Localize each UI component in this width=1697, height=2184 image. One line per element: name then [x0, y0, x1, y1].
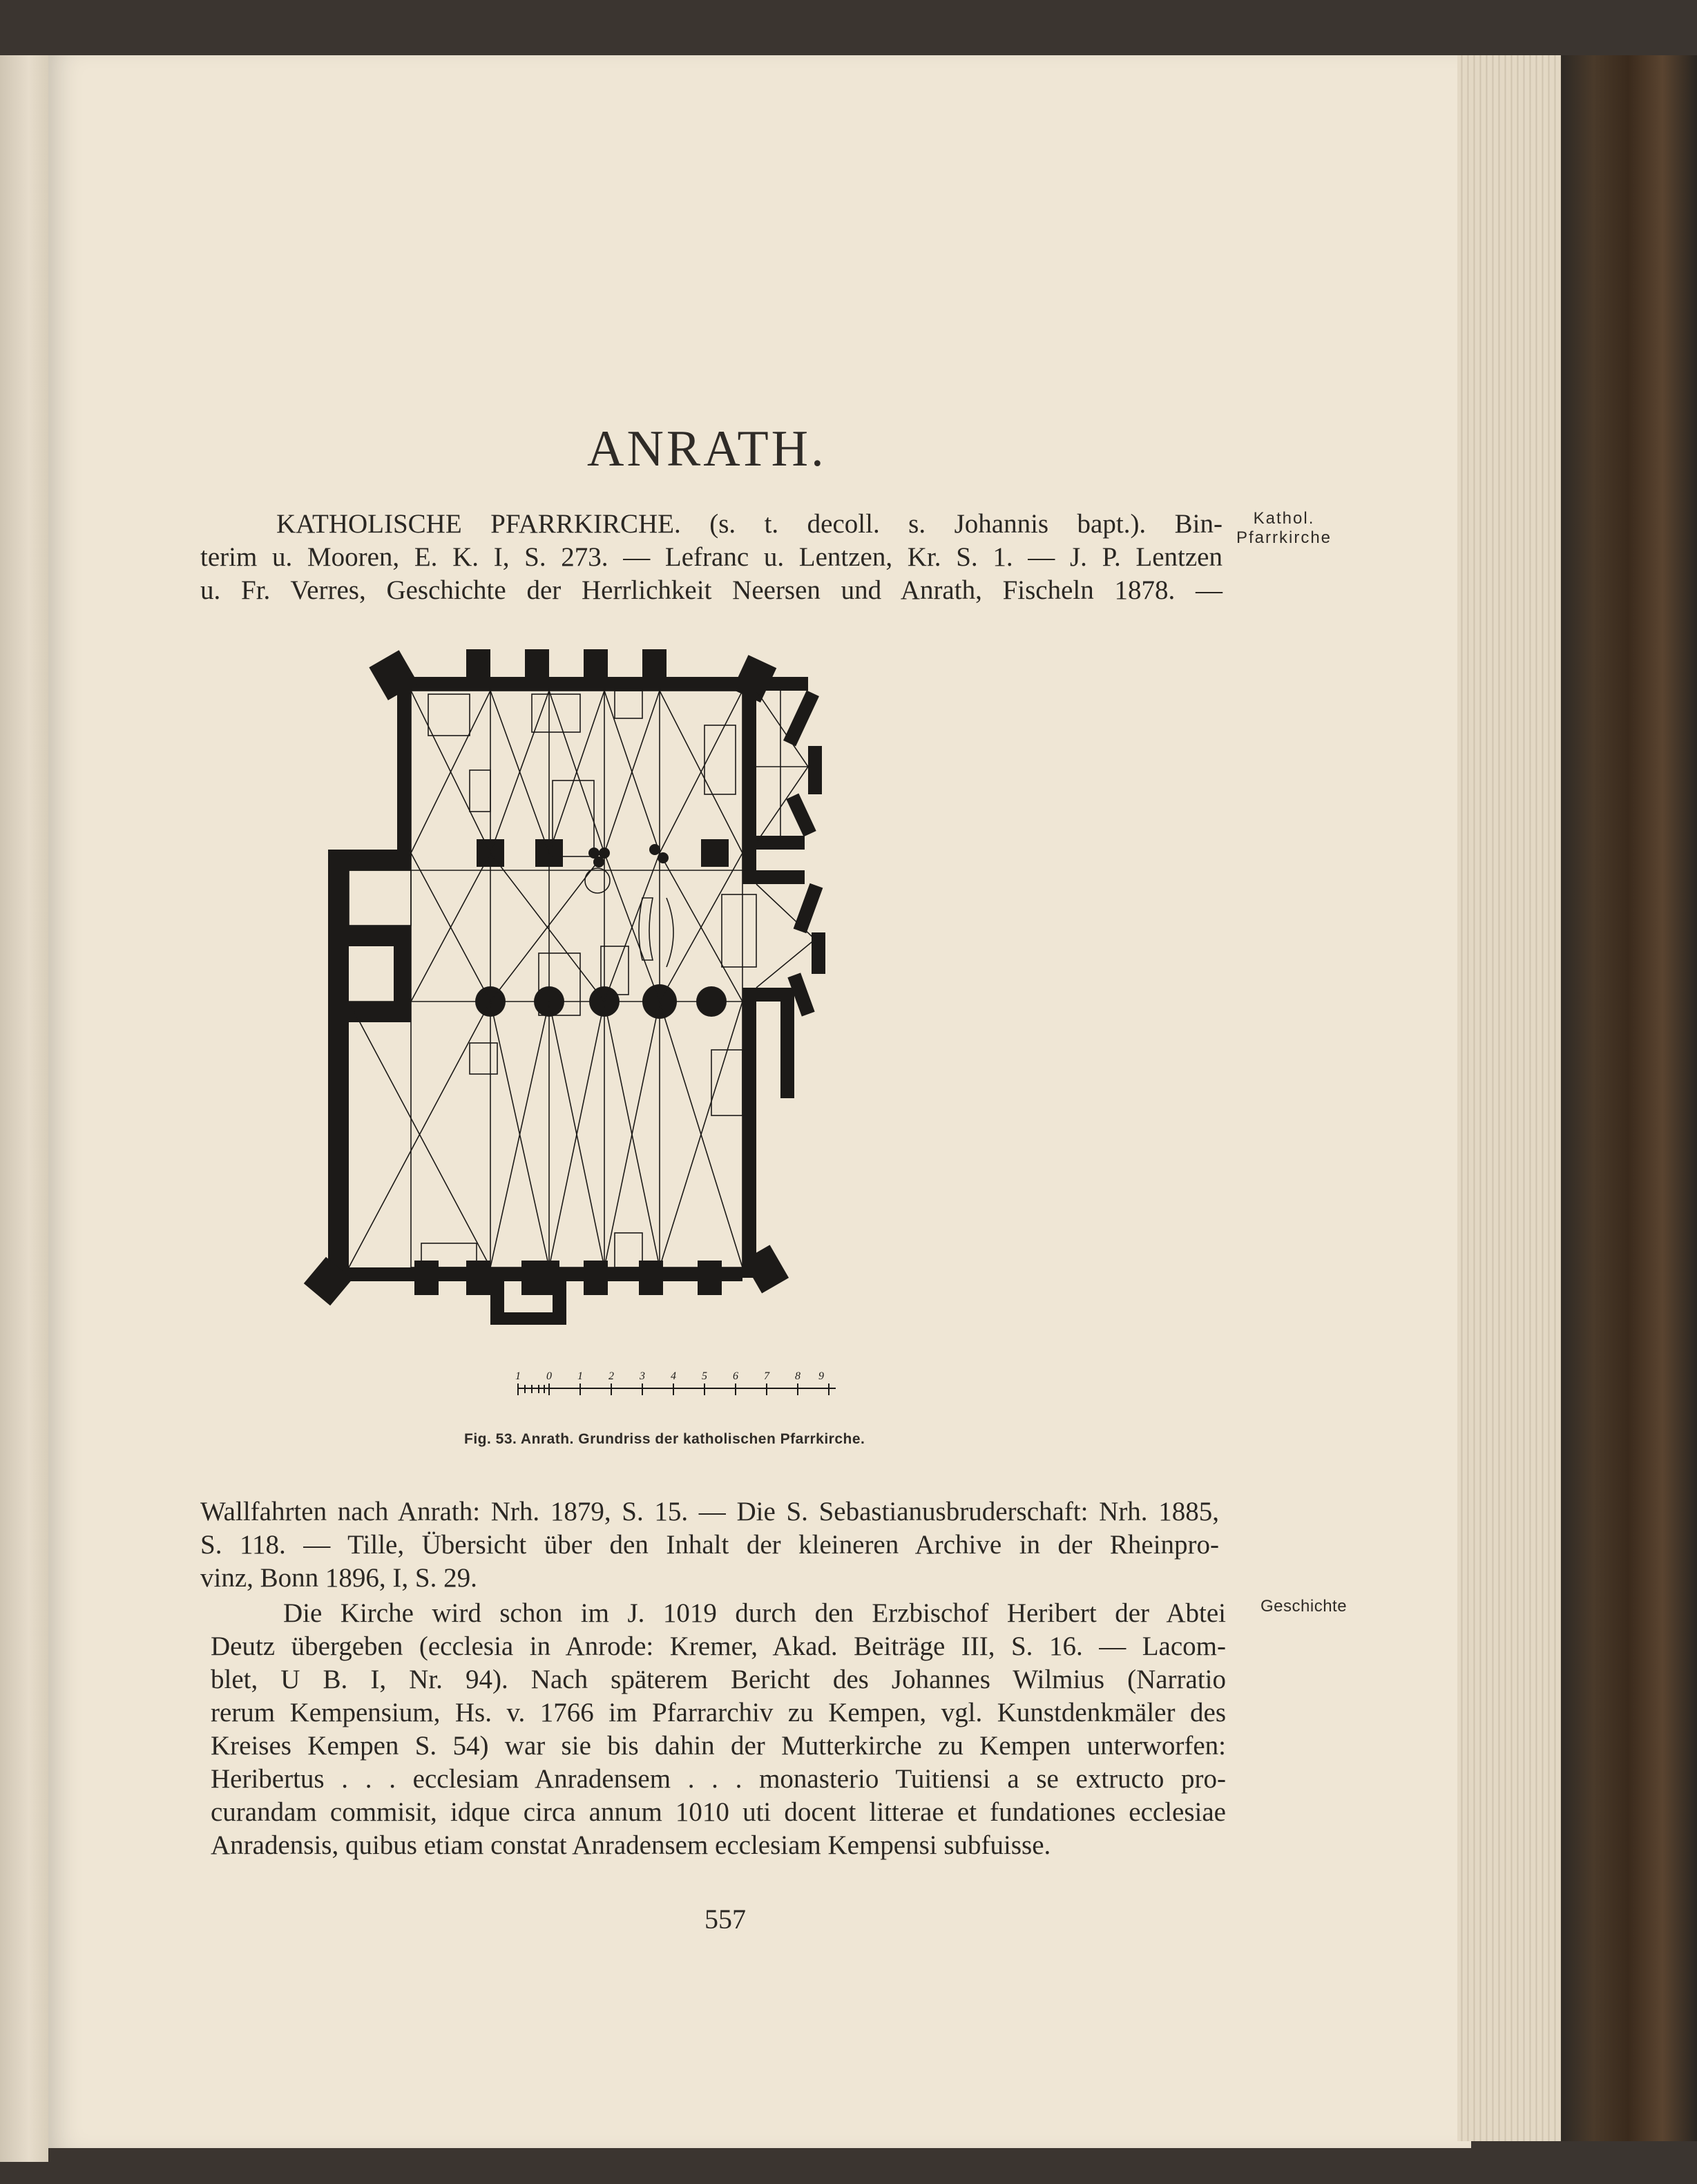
history-line: Die Kirche wird schon im J. 1019 durch den Erzbischof Heribert der Abtei: [283, 1598, 1226, 1628]
scale-label: 9: [818, 1370, 824, 1382]
body-line: Wallfahrten nach Anrath: Nrh. 1879, S. 15. — Die S. Sebastianusbruderschaft: Nrh. 1885,: [200, 1497, 1219, 1526]
history-line: Anradensis, quibus etiam constat Anradensem ecclesiam Kempensi subfuisse.: [211, 1830, 1051, 1860]
floor-plan: [228, 642, 1209, 1333]
previous-page-edge: [0, 55, 48, 2162]
margin-note-kathol-line2: Pfarrkirche: [1236, 528, 1332, 547]
margin-note-kathol: [1236, 509, 1332, 548]
intro-line: terim u. Mooren, E. K. I, S. 273. — Lefranc u. Lentzen, Kr. S. 1. — J. P. Lentzen: [200, 542, 1223, 572]
body-line: S. 118. — Tille, Übersicht über den Inhalt der kleineren Archive in der Rheinpro-: [200, 1530, 1219, 1560]
page-number: 557: [704, 1904, 746, 1935]
scale-label: 1: [577, 1370, 583, 1382]
scale-label: 4: [671, 1370, 676, 1382]
body-paragraph: [200, 1495, 1219, 1595]
history-line: Deutz übergeben (ecclesia in Anrode: Kremer, Akad. Beiträge III, S. 16. — Lacom-: [211, 1631, 1226, 1661]
scale-label: 0: [546, 1370, 552, 1382]
history-line: Kreises Kempen S. 54) war sie bis dahin der Mutterkirche zu Kempen unterworfen:: [211, 1731, 1226, 1761]
book-cover: [1559, 55, 1697, 2141]
body-line: vinz, Bonn 1896, I, S. 29.: [200, 1563, 477, 1593]
intro-paragraph: [200, 508, 1223, 607]
scale-bar: [511, 1364, 850, 1406]
scale-label: 1: [515, 1370, 521, 1382]
margin-note-geschichte: Geschichte: [1260, 1597, 1348, 1616]
figure-caption: Fig. 53. Anrath. Grundriss der katholischen Pfarrkirche.: [464, 1431, 865, 1447]
intro-line: u. Fr. Verres, Geschichte der Herrlichkeit Neersen und Anrath, Fischeln 1878. —: [200, 575, 1223, 605]
scale-label: 7: [764, 1370, 769, 1382]
history-paragraph: [211, 1597, 1226, 1862]
history-line: Heribertus . . . ecclesiam Anradensem . . . monasterio Tuitiensi a se extructo pro-: [211, 1764, 1226, 1794]
margin-note-kathol-line1: Kathol.: [1253, 509, 1315, 528]
page-title: ANRATH.: [587, 421, 827, 477]
scale-label: 8: [795, 1370, 800, 1382]
scale-label: 3: [640, 1370, 645, 1382]
history-line: blet, U B. I, Nr. 94). Nach späterem Bericht des Johannes Wilmius (Narratio: [211, 1665, 1226, 1694]
history-line: rerum Kempensium, Hs. v. 1766 im Pfarrarchiv zu Kempen, vgl. Kunstdenkmäler des: [211, 1698, 1226, 1727]
scale-label: 6: [733, 1370, 738, 1382]
scale-label: 2: [608, 1370, 614, 1382]
page-block-edge: [1457, 55, 1561, 2141]
scale-label: 5: [702, 1370, 707, 1382]
history-line: curandam commisit, idque circa annum 1010 uti docent litterae et fundationes ecclesiae: [211, 1797, 1226, 1827]
intro-line: KATHOLISCHE PFARRKIRCHE. (s. t. decoll. s. Johannis bapt.). Bin-: [276, 509, 1223, 539]
